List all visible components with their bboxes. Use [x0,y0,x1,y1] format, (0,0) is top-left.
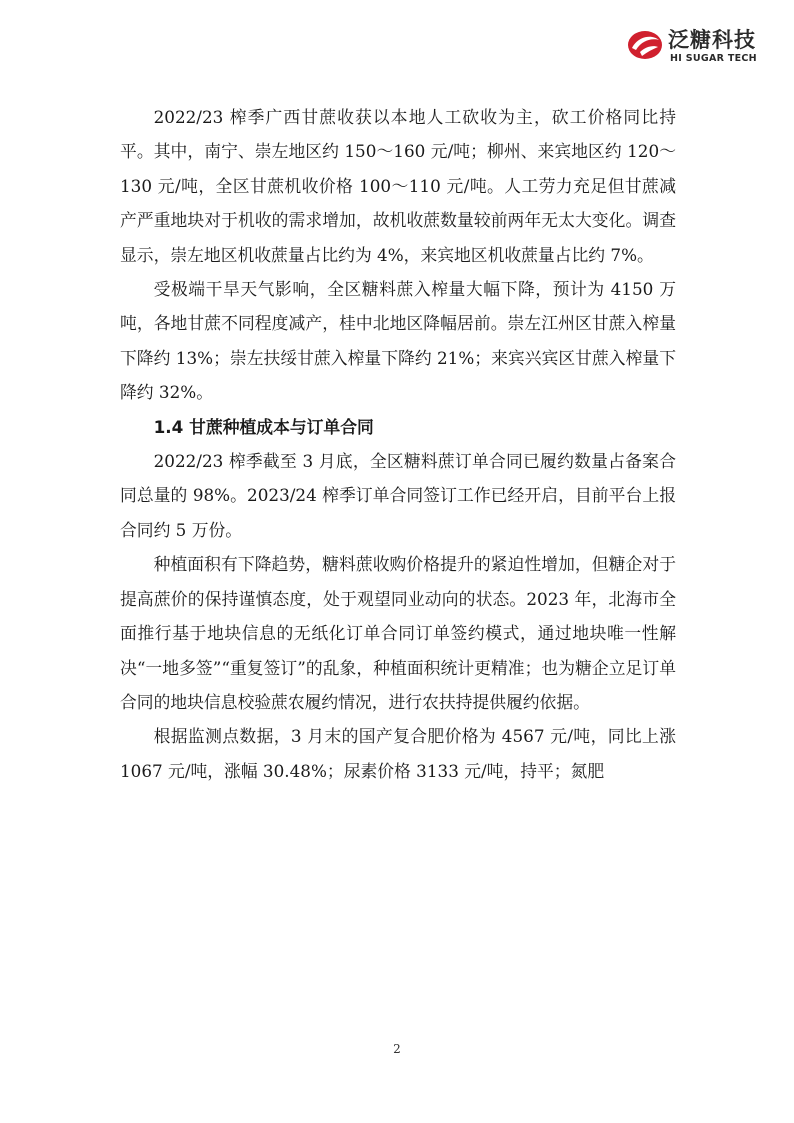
paragraph-harvest-cost: 2022/23 榨季广西甘蔗收获以本地人工砍收为主，砍工价格同比持平。其中，南宁、崇左地区约 150～160 元/吨；柳州、来宾地区约 120～130 元/吨，全区甘蔗机收价格 100～110 元/吨。人工劳力充足但甘蔗减产严重地块对于机收的需求增加，故机收蔗数量较前两年无太大变化。调查显示，崇左地区机收蔗量占比约为 4%，来宾地区机收蔗量占比约 7%。 [120,107,676,265]
header-logo [626,24,776,68]
logo-swirl-icon [626,28,664,62]
paragraph-crush-volume: 受极端干旱天气影响，全区糖料蔗入榨量大幅下降，预计为 4150 万吨，各地甘蔗不同程度减产，桂中北地区降幅居前。崇左江州区甘蔗入榨量下降约 13%；崇左扶绥甘蔗入榨量下降约 21%；来宾兴宾区甘蔗入榨量下降约 32%。 [120,279,676,403]
logo-chinese-name: 泛糖科技 [668,28,756,52]
section-heading: 1.4 甘蔗种植成本与订单合同 [153,416,374,437]
page-number: 2 [393,1042,401,1056]
paragraph-planting-area: 种植面积有下降趋势，糖料蔗收购价格提升的紧迫性增加，但糖企对于提高蔗价的保持谨慎态度，处于观望同业动向的状态。2023 年，北海市全面推行基于地块信息的无纸化订单合同订单签约模式，通过地块唯一性解决“一地多签”“重复签订”的乱象，种植面积统计更精准；也为糖企立足订单合同的地块信息校验蔗农履约情况，进行农扶持提供履约依据。 [120,554,676,712]
paragraph-contract-status: 2022/23 榨季截至 3 月底，全区糖料蔗订单合同已履约数量占备案合同总量的 98%。2023/24 榨季订单合同签订工作已经开启，目前平台上报合同约 5 万份。 [120,451,676,540]
document-body [120,100,676,788]
logo-english-name: HI SUGAR TECH [670,53,757,64]
paragraph-fertilizer-price: 根据监测点数据，3 月末的国产复合肥价格为 4567 元/吨，同比上涨 1067 元/吨，涨幅 30.48%；尿素价格 3133 元/吨，持平；氮肥 [120,726,676,781]
